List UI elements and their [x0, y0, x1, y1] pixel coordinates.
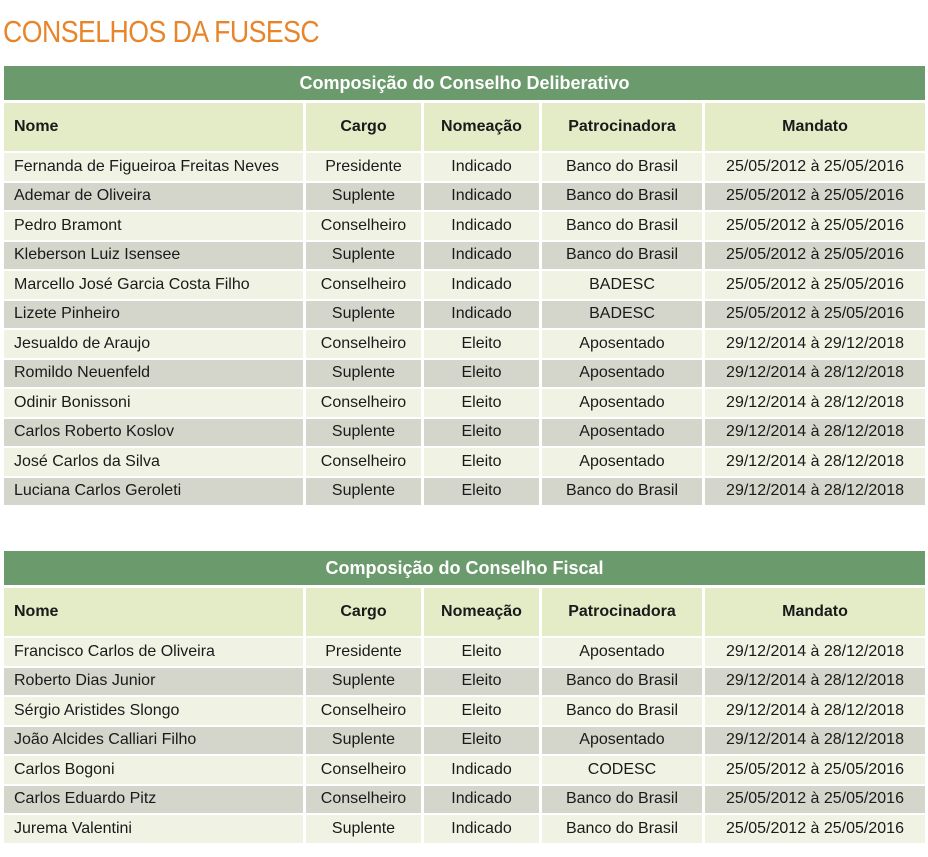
cell-mandato: 25/05/2012 à 25/05/2016: [705, 181, 925, 211]
cell-patrocinadora: Aposentado: [542, 328, 705, 358]
cell-nome: Carlos Roberto Koslov: [4, 417, 306, 447]
column-header-nomeacao: Nomeação: [424, 585, 542, 636]
cell-nome: Pedro Bramont: [4, 210, 306, 240]
table-row: [4, 725, 925, 755]
cell-mandato: 25/05/2012 à 25/05/2016: [705, 151, 925, 181]
cell-patrocinadora: Banco do Brasil: [542, 784, 705, 814]
cell-mandato: 29/12/2014 à 28/12/2018: [705, 666, 925, 696]
cell-nome: Lizete Pinheiro: [4, 299, 306, 329]
column-header-nomeacao: Nomeação: [424, 100, 542, 151]
cell-nome: Odinir Bonissoni: [4, 387, 306, 417]
cell-nome: Carlos Bogoni: [4, 754, 306, 784]
cell-nomeacao: Eleito: [424, 387, 542, 417]
table-row: [4, 476, 925, 506]
cell-nomeacao: Indicado: [424, 299, 542, 329]
cell-cargo: Conselheiro: [306, 754, 424, 784]
cell-nomeacao: Eleito: [424, 636, 542, 666]
cell-nome: Jesualdo de Araujo: [4, 328, 306, 358]
column-header-mandato: Mandato: [705, 585, 925, 636]
cell-nomeacao: Eleito: [424, 695, 542, 725]
cell-patrocinadora: Aposentado: [542, 358, 705, 388]
cell-nome: Francisco Carlos de Oliveira: [4, 636, 306, 666]
cell-nome: José Carlos da Silva: [4, 446, 306, 476]
cell-cargo: Conselheiro: [306, 210, 424, 240]
cell-patrocinadora: Banco do Brasil: [542, 181, 705, 211]
cell-patrocinadora: Banco do Brasil: [542, 240, 705, 270]
cell-nomeacao: Indicado: [424, 813, 542, 843]
table-row: [4, 328, 925, 358]
cell-nomeacao: Indicado: [424, 754, 542, 784]
cell-mandato: 25/05/2012 à 25/05/2016: [705, 269, 925, 299]
cell-patrocinadora: Aposentado: [542, 446, 705, 476]
cell-patrocinadora: Banco do Brasil: [542, 151, 705, 181]
cell-cargo: Suplente: [306, 358, 424, 388]
cell-nomeacao: Indicado: [424, 210, 542, 240]
cell-cargo: Conselheiro: [306, 784, 424, 814]
cell-mandato: 25/05/2012 à 25/05/2016: [705, 240, 925, 270]
cell-nome: Roberto Dias Junior: [4, 666, 306, 696]
table-row: [4, 666, 925, 696]
table-row: [4, 813, 925, 843]
cell-nomeacao: Eleito: [424, 446, 542, 476]
cell-cargo: Suplente: [306, 476, 424, 506]
cell-cargo: Conselheiro: [306, 387, 424, 417]
cell-nomeacao: Eleito: [424, 725, 542, 755]
column-header-nome: Nome: [4, 100, 306, 151]
table-caption: Composição do Conselho Deliberativo: [4, 66, 925, 100]
table-row: [4, 784, 925, 814]
cell-patrocinadora: Banco do Brasil: [542, 695, 705, 725]
cell-cargo: Conselheiro: [306, 328, 424, 358]
cell-patrocinadora: Banco do Brasil: [542, 813, 705, 843]
cell-cargo: Presidente: [306, 151, 424, 181]
table-row: [4, 417, 925, 447]
cell-nomeacao: Eleito: [424, 358, 542, 388]
cell-mandato: 25/05/2012 à 25/05/2016: [705, 299, 925, 329]
cell-patrocinadora: Aposentado: [542, 636, 705, 666]
cell-nomeacao: Indicado: [424, 151, 542, 181]
cell-nomeacao: Indicado: [424, 240, 542, 270]
cell-nomeacao: Eleito: [424, 417, 542, 447]
cell-patrocinadora: Banco do Brasil: [542, 476, 705, 506]
cell-nomeacao: Indicado: [424, 181, 542, 211]
cell-patrocinadora: BADESC: [542, 269, 705, 299]
cell-mandato: 29/12/2014 à 28/12/2018: [705, 725, 925, 755]
table-row: [4, 151, 925, 181]
table-row: [4, 181, 925, 211]
cell-cargo: Suplente: [306, 813, 424, 843]
cell-mandato: 29/12/2014 à 28/12/2018: [705, 476, 925, 506]
cell-mandato: 29/12/2014 à 28/12/2018: [705, 358, 925, 388]
cell-cargo: Suplente: [306, 417, 424, 447]
table-row: [4, 210, 925, 240]
table-row: [4, 269, 925, 299]
table-row: [4, 636, 925, 666]
cell-cargo: Presidente: [306, 636, 424, 666]
cell-nomeacao: Eleito: [424, 328, 542, 358]
cell-mandato: 25/05/2012 à 25/05/2016: [705, 754, 925, 784]
cell-nomeacao: Indicado: [424, 784, 542, 814]
column-header-cargo: Cargo: [306, 100, 424, 151]
conselho-deliberativo-table: [4, 66, 925, 505]
cell-nome: Marcello José Garcia Costa Filho: [4, 269, 306, 299]
cell-cargo: Suplente: [306, 666, 424, 696]
cell-patrocinadora: Banco do Brasil: [542, 666, 705, 696]
cell-cargo: Conselheiro: [306, 695, 424, 725]
cell-patrocinadora: Aposentado: [542, 387, 705, 417]
table-row: [4, 387, 925, 417]
cell-cargo: Suplente: [306, 181, 424, 211]
cell-nome: Carlos Eduardo Pitz: [4, 784, 306, 814]
cell-mandato: 25/05/2012 à 25/05/2016: [705, 813, 925, 843]
cell-mandato: 25/05/2012 à 25/05/2016: [705, 210, 925, 240]
table-row: [4, 446, 925, 476]
cell-mandato: 29/12/2014 à 29/12/2018: [705, 328, 925, 358]
cell-cargo: Conselheiro: [306, 446, 424, 476]
cell-mandato: 29/12/2014 à 28/12/2018: [705, 387, 925, 417]
cell-nomeacao: Eleito: [424, 476, 542, 506]
cell-mandato: 29/12/2014 à 28/12/2018: [705, 417, 925, 447]
cell-cargo: Suplente: [306, 240, 424, 270]
cell-nome: Romildo Neuenfeld: [4, 358, 306, 388]
cell-mandato: 29/12/2014 à 28/12/2018: [705, 636, 925, 666]
table-row: [4, 754, 925, 784]
cell-nome: Ademar de Oliveira: [4, 181, 306, 211]
conselho-fiscal-table: [4, 551, 925, 843]
table-caption: Composição do Conselho Fiscal: [4, 551, 925, 585]
cell-cargo: Suplente: [306, 725, 424, 755]
page-title: CONSELHOS DA FUSESC: [3, 14, 320, 49]
cell-mandato: 25/05/2012 à 25/05/2016: [705, 784, 925, 814]
cell-nomeacao: Indicado: [424, 269, 542, 299]
table-row: [4, 299, 925, 329]
cell-mandato: 29/12/2014 à 28/12/2018: [705, 446, 925, 476]
cell-cargo: Suplente: [306, 299, 424, 329]
cell-nome: Luciana Carlos Geroleti: [4, 476, 306, 506]
cell-nome: Jurema Valentini: [4, 813, 306, 843]
cell-patrocinadora: CODESC: [542, 754, 705, 784]
cell-patrocinadora: BADESC: [542, 299, 705, 329]
cell-patrocinadora: Aposentado: [542, 417, 705, 447]
cell-nome: Sérgio Aristides Slongo: [4, 695, 306, 725]
cell-cargo: Conselheiro: [306, 269, 424, 299]
column-header-cargo: Cargo: [306, 585, 424, 636]
cell-nome: Kleberson Luiz Isensee: [4, 240, 306, 270]
cell-nome: Fernanda de Figueiroa Freitas Neves: [4, 151, 306, 181]
cell-patrocinadora: Aposentado: [542, 725, 705, 755]
column-header-mandato: Mandato: [705, 100, 925, 151]
table-row: [4, 358, 925, 388]
cell-patrocinadora: Banco do Brasil: [542, 210, 705, 240]
cell-mandato: 29/12/2014 à 28/12/2018: [705, 695, 925, 725]
cell-nomeacao: Eleito: [424, 666, 542, 696]
column-header-nome: Nome: [4, 585, 306, 636]
table-row: [4, 240, 925, 270]
column-header-patrocinadora: Patrocinadora: [542, 100, 705, 151]
column-header-patrocinadora: Patrocinadora: [542, 585, 705, 636]
cell-nome: João Alcides Calliari Filho: [4, 725, 306, 755]
table-row: [4, 695, 925, 725]
